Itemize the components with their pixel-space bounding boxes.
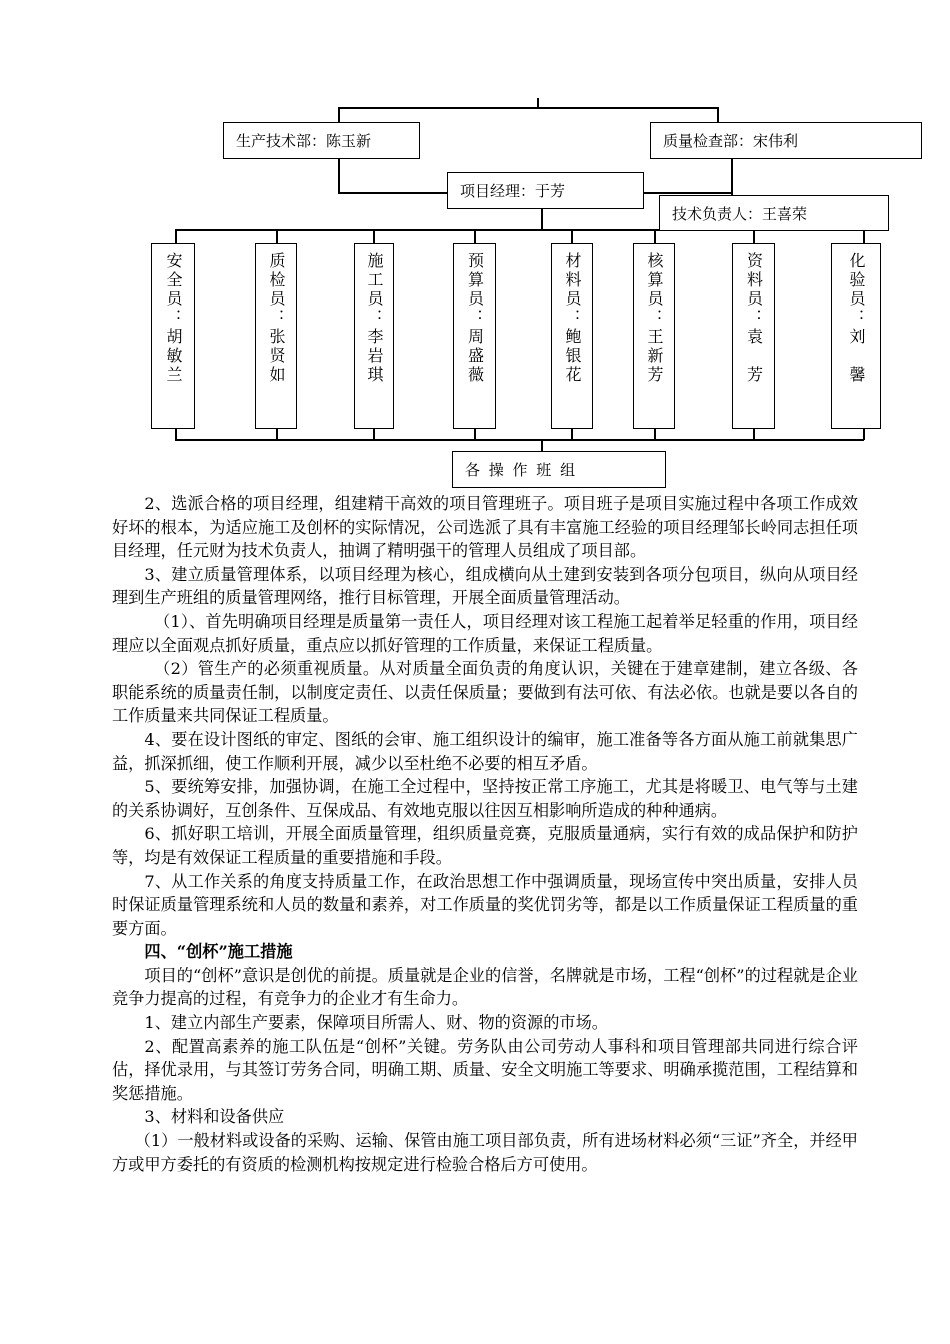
org-chart: [0, 0, 950, 500]
body-text: [112, 492, 858, 1176]
section-heading: 四、“创杯”施工措施: [144, 942, 293, 962]
connector-line: [863, 229, 865, 243]
role-label: 施工员：李岩琪: [365, 252, 384, 385]
connector-line: [276, 229, 278, 243]
connector-line: [541, 208, 543, 230]
tech-lead-box: [659, 195, 889, 231]
role-label: 材料员：鲍银花: [563, 252, 582, 385]
connector-line: [175, 439, 864, 441]
connector-line: [338, 107, 718, 109]
connector-line: [717, 107, 719, 122]
connector-line: [175, 229, 177, 243]
paragraph: 1、建立内部生产要素，保障项目所需人、财、物的资源的市场。: [144, 1013, 608, 1033]
connector-line: [654, 229, 656, 243]
connector-line: [643, 192, 731, 194]
production-tech-dept-label: 生产技术部：陈玉新: [236, 132, 372, 150]
connector-line: [571, 229, 573, 243]
paragraph: 项目的“创杯”意识是创优的前提。质量就是企业的信誉，名牌就是市场，工程“创杯”的过程就是企业竞争力提高的过程，有竞争力的企业才有生命力。: [112, 965, 858, 1009]
connector-line: [338, 192, 448, 194]
paragraph: （1）、首先明确项目经理是质量第一责任人，项目经理对该工程施工起着举足轻重的作用，项目经理应以全面观点抓好质量，重点应以抓好管理的工作质量，来保证工程质量。: [112, 611, 858, 655]
production-tech-dept-box: [223, 122, 420, 159]
paragraph: 3、建立质量管理体系，以项目经理为核心，组成横向从土建到安装到各项分包项目，纵向从项目经理到生产班组的质量管理网络，推行目标管理，开展全面质量管理活动。: [112, 564, 858, 608]
role-box-materials: [551, 243, 593, 429]
connector-line: [338, 107, 340, 122]
role-label: 预算员：周盛薇: [465, 252, 485, 385]
role-box-construction: [354, 243, 394, 429]
tech-lead-label: 技术负责人：王喜荣: [672, 204, 808, 223]
paragraph: 2、配置高素养的施工队伍是“创杯”关键。劳务队由公司劳动人事科和项目管理部共同进行综合评估，择优录用，与其签订劳务合同，明确工期、质量、安全文明施工等要求、明确承揽范围，工程结算和奖惩措施。: [112, 1036, 858, 1103]
paragraph: 5、要统筹安排，加强协调，在施工全过程中，坚持按正常工序施工，尤其是将暖卫、电气等与土建的关系协调好，互创条件、互保成品、有效地克服以往因互相影响所造成的种种通病。: [112, 777, 858, 820]
connector-line: [373, 229, 375, 243]
role-label: 化验员：刘 馨: [847, 252, 866, 385]
connector-line: [338, 158, 340, 193]
role-box-accounting: [633, 243, 675, 429]
paragraph: 6、抓好职工培训，开展全面质量管理，组织质量竞赛，克服质量通病，实行有效的成品保护和防护等，均是有效保证工程质量的重要措施和手段。: [112, 824, 858, 867]
role-box-safety: [151, 243, 195, 429]
paragraph: 2、选派合格的项目经理，组建精干高效的项目管理班子。项目班子是项目实施过程中各项工作成效好坏的根本，为适应施工及创杯的实际情况，公司选派了具有丰富施工经验的项目经理邹长岭同志担任项目经理，任元财为技术负责人，抽调了精明强干的管理人员组成了项目部。: [112, 494, 858, 561]
role-box-lab: [831, 243, 881, 429]
operation-teams-box: [452, 451, 666, 488]
role-label: 质检员：张贤如: [267, 252, 286, 385]
role-box-budget: [453, 243, 496, 429]
quality-inspection-dept-box: [650, 122, 922, 159]
quality-inspection-dept-label: 质量检查部：宋伟利: [663, 132, 799, 150]
operation-teams-label: 各 操 作 班 组: [465, 461, 578, 479]
role-box-quality: [255, 243, 297, 429]
connector-line: [474, 229, 476, 243]
connector-line: [753, 229, 755, 243]
connector-line: [731, 158, 733, 195]
paragraph: （2）管生产的必须重视质量。从对质量全面负责的角度认识，关键在于建章建制，建立各级、各职能系统的质量责任制，以制度定责任、以责任保质量；要做到有法可依、有法必依。也就是要以各自的工作质量来共同保证工程质量。: [112, 659, 858, 726]
paragraph: 4、要在设计图纸的审定、图纸的会审、施工组织设计的编审，施工准备等各方面从施工前就集思广益，抓深抓细，使工作顺利开展，减少以至杜绝不必要的相互矛盾。: [112, 729, 858, 773]
role-label: 安全员：胡敏兰: [164, 252, 183, 385]
role-label: 核算员：王新芳: [645, 252, 664, 385]
role-label: 资料员：袁 芳: [744, 252, 764, 385]
role-box-records: [732, 243, 775, 429]
paragraph: 3、材料和设备供应: [144, 1107, 285, 1127]
project-manager-label: 项目经理：于芳: [460, 182, 566, 200]
project-manager-box: [447, 172, 644, 209]
paragraph: （1）一般材料或设备的采购、运输、保管由施工项目部负责，所有进场材料必须“三证”齐全，并经甲方或甲方委托的有资质的检测机构按规定进行检验合格后方可使用。: [112, 1131, 858, 1174]
paragraph: 7、从工作关系的角度支持质量工作，在政治思想工作中强调质量，现场宣传中突出质量，安排人员时保证质量管理系统和人员的数量和素养，对工作质量的奖优罚劣等，都是以工作质量保证工程质量的重要方面。: [112, 871, 858, 938]
